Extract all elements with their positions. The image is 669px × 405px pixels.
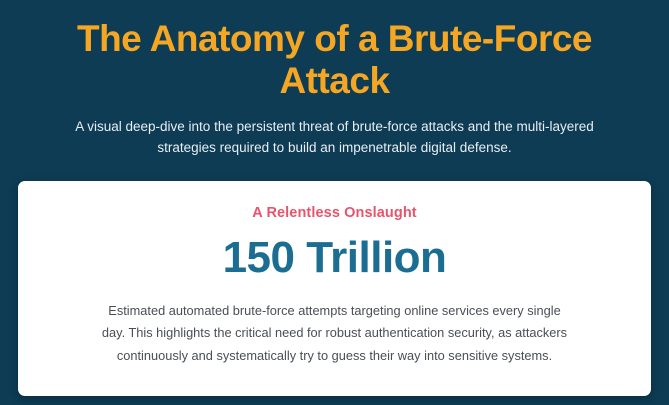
hero-section	[18, 0, 651, 159]
page-title: The Anatomy of a Brute-Force Attack	[76, 18, 593, 101]
stat-card-value: 150 Trillion	[222, 233, 447, 283]
stat-card-description: Estimated automated brute-force attempts targeting online services every single day. This highlights the critical need for robust authentication security, as attackers continuously and systematically try to guess their way into sensitive systems.	[101, 302, 568, 364]
stat-card-eyebrow: A Relentless Onslaught	[252, 205, 417, 222]
page-subtitle: A visual deep-dive into the persistent threat of brute-force attacks and the multi-layered strategies required to build an impenetrable digital defense.	[75, 118, 594, 156]
stat-card	[18, 181, 651, 395]
